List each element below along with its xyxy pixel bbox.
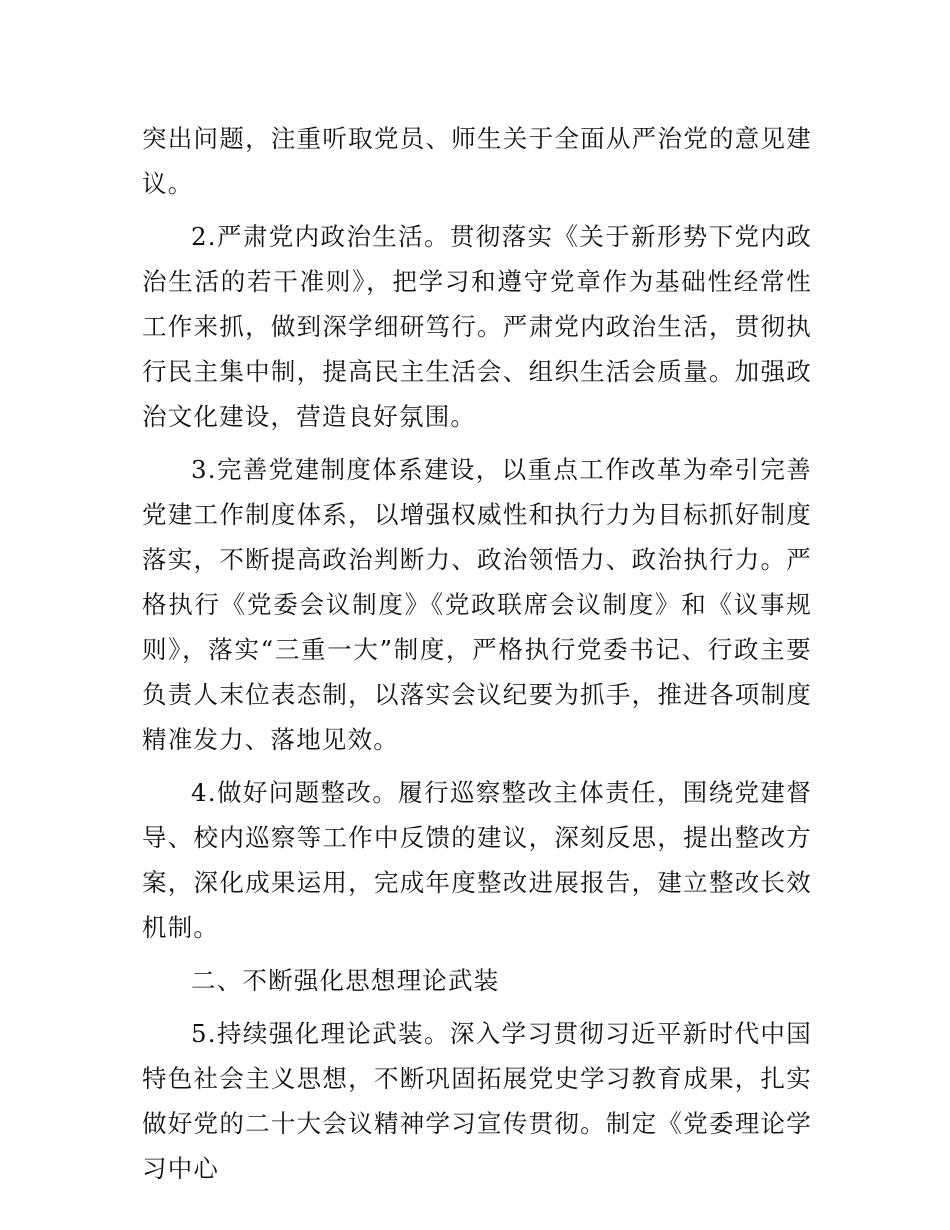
section-heading-2: 二、不断强化思想理论武装 xyxy=(191,966,500,995)
paragraph-item-3: 3.完善党建制度体系建设，以重点工作改革为牵引完善党建工作制度体系，以增强权威性和执行力为目标抓好制度落实，不断提高政治判断力、政治领悟力、政治执行力。严格执行《党委会议制度》《党政联席会议制度》和《议事规则》，落实“三重一大”制度，严格执行党委书记、行政主要负责人末位表态制，以落实会议纪要为抓手，推进各项制度精准发力、落地见效。 xyxy=(142,455,812,754)
document-page xyxy=(142,116,812,1199)
paragraph-item-2: 2.严肃党内政治生活。贯彻落实《关于新形势下党内政治生活的若干准则》，把学习和遵守党章作为基础性经常性工作来抓，做到深学细研笃行。严肃党内政治生活，贯彻执行民主集中制，提高民主生活会、组织生活会质量。加强政治文化建设，营造良好氛围。 xyxy=(142,222,812,431)
paragraph-continuation: 突出问题，注重听取党员、师生关于全面从严治党的意见建议。 xyxy=(142,124,812,198)
paragraph-item-5: 5.持续强化理论武装。深入学习贯彻习近平新时代中国特色社会主义思想，不断巩固拓展党史学习教育成果，扎实做好党的二十大会议精神学习宣传贯彻。制定《党委理论学习中心 xyxy=(142,1019,812,1183)
paragraph-item-4: 4.做好问题整改。履行巡察整改主体责任，围绕党建督导、校内巡察等工作中反馈的建议，深刻反思，提出整改方案，深化成果运用，完成年度整改进展报告，建立整改长效机制。 xyxy=(142,778,812,942)
